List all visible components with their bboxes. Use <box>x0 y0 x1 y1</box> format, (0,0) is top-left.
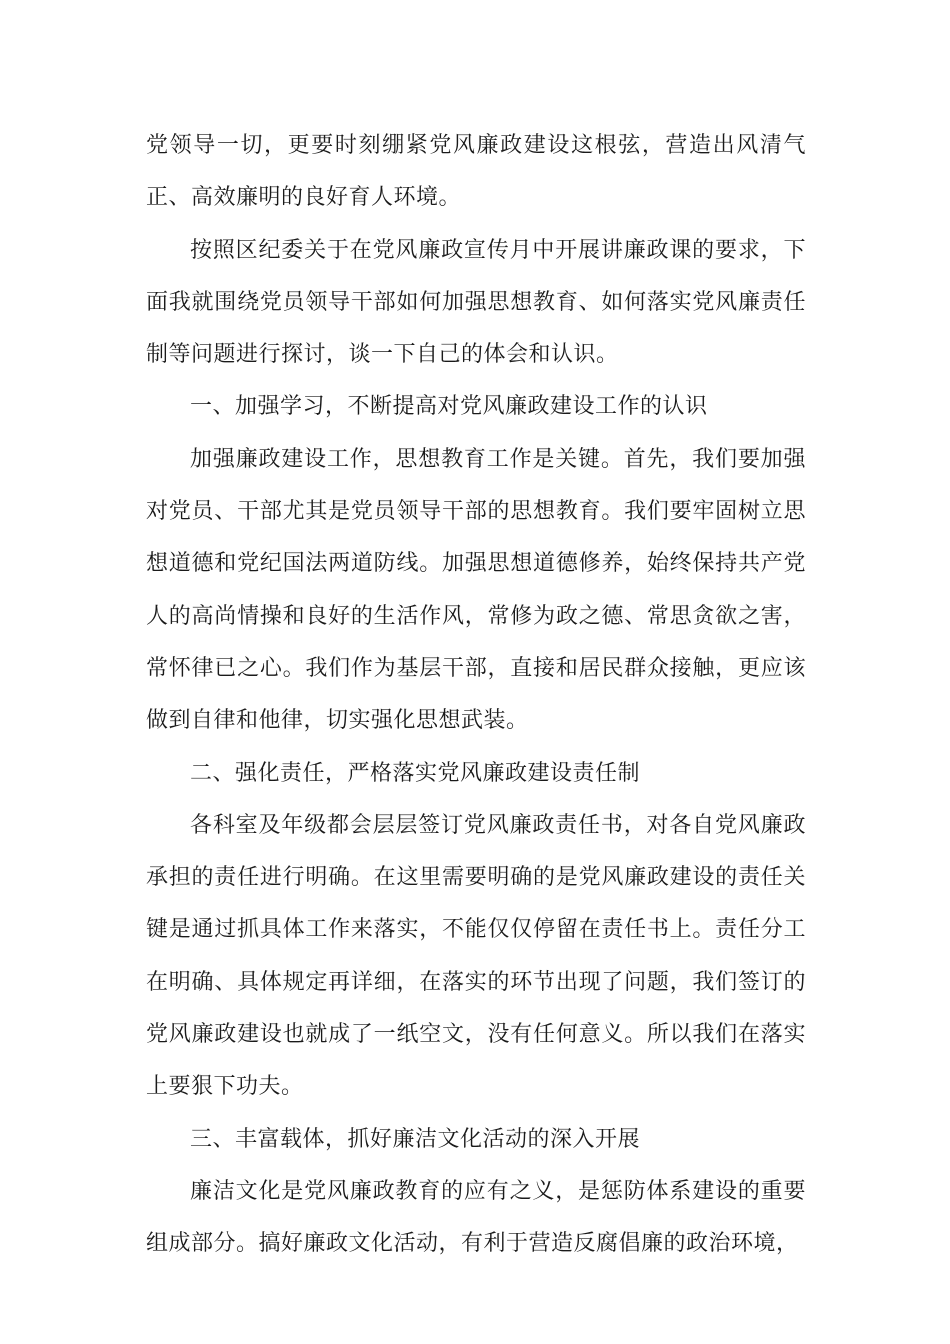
paragraph: 按照区纪委关于在党风廉政宣传月中开展讲廉政课的要求，下面我就围绕党员领导干部如何加强思想教育、如何落实党风廉责任制等问题进行探讨，谈一下自己的体会和认识。 <box>146 237 806 368</box>
paragraph: 党领导一切，更要时刻绷紧党风廉政建设这根弦，营造出风清气正、高效廉明的良好育人环境。 <box>146 133 806 211</box>
section-heading: 三、丰富载体，抓好廉洁文化活动的深入开展 <box>190 1126 641 1152</box>
section-heading: 二、强化责任，严格落实党风廉政建设责任制 <box>190 760 641 786</box>
paragraph: 加强廉政建设工作，思想教育工作是关键。首先，我们要加强对党员、干部尤其是党员领导干部的思想教育。我们要牢固树立思想道德和党纪国法两道防线。加强思想道德修养，始终保持共产党人的高尚情操和良好的生活作风，常修为政之德、常思贪欲之害，常怀律已之心。我们作为基层干部，直接和居民群众接触，更应该做到自律和他律，切实强化思想武装。 <box>146 446 806 734</box>
section-heading: 一、加强学习，不断提高对党风廉政建设工作的认识 <box>190 394 708 420</box>
document-body <box>146 120 806 1271</box>
paragraph: 廉洁文化是党风廉政教育的应有之义，是惩防体系建设的重要组成部分。搞好廉政文化活动，有利于营造反腐倡廉的政治环境， <box>146 1178 806 1257</box>
paragraph: 各科室及年级都会层层签订党风廉政责任书，对各自党风廉政承担的责任进行明确。在这里需要明确的是党风廉政建设的责任关键是通过抓具体工作来落实，不能仅仅停留在责任书上。责任分工在明确、具体规定再详细，在落实的环节出现了问题，我们签订的党风廉政建设也就成了一纸空文，没有任何意义。所以我们在落实上要狠下功夫。 <box>146 812 806 1100</box>
